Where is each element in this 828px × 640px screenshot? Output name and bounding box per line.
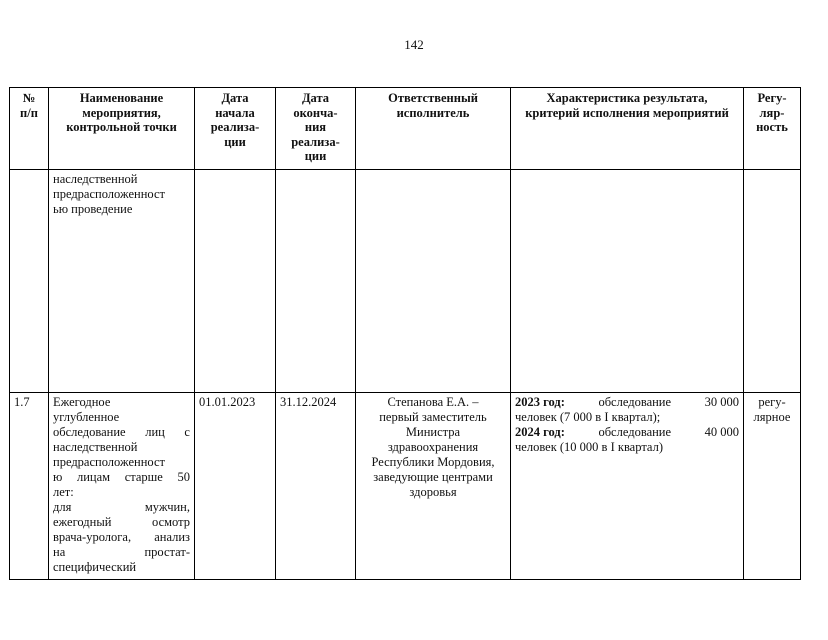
cell-result bbox=[511, 170, 744, 393]
header-executor: Ответственный исполнитель bbox=[356, 88, 511, 170]
cell-result: 2023 год: обследование 30 000 человек (7 000 в I квартал); 2024 год: обследование 40 000 человек (10 000 в I квартал) bbox=[511, 393, 744, 580]
cell-regularity bbox=[744, 170, 801, 393]
cell-name: Ежегодное углубленное обследование лиц с наследственной предрасположенност ю лицам старше 50 лет: для мужчин, ежегодный осмотр врача-уролога, анализ на простат- специфический bbox=[49, 393, 195, 580]
result-2023-line: 2023 год: обследование 30 000 bbox=[515, 395, 739, 409]
header-end-date: Дата оконча- ния реализа- ции bbox=[276, 88, 356, 170]
page-number: 142 bbox=[404, 37, 424, 52]
cell-end-date: 31.12.2024 bbox=[276, 393, 356, 580]
header-regularity: Регу- ляр- ность bbox=[744, 88, 801, 170]
cell-start-date bbox=[195, 170, 276, 393]
header-num: № п/п bbox=[10, 88, 49, 170]
cell-regularity: регу- лярное bbox=[744, 393, 801, 580]
events-table bbox=[9, 87, 801, 580]
header-start-date: Дата начала реализа- ции bbox=[195, 88, 276, 170]
table-header-row bbox=[10, 88, 801, 170]
cell-num bbox=[10, 170, 49, 393]
cell-end-date bbox=[276, 170, 356, 393]
header-result: Характеристика результата, критерий исполнения мероприятий bbox=[511, 88, 744, 170]
header-name: Наименование мероприятия, контрольной точки bbox=[49, 88, 195, 170]
cell-num: 1.7 bbox=[10, 393, 49, 580]
result-2024-line: 2024 год: обследование 40 000 bbox=[515, 425, 739, 439]
table-row bbox=[10, 170, 801, 393]
cell-name: наследственной предрасположенност ью проведение bbox=[49, 170, 195, 393]
cell-start-date: 01.01.2023 bbox=[195, 393, 276, 580]
cell-executor bbox=[356, 170, 511, 393]
cell-executor: Степанова Е.А. – первый заместитель Министра здравоохранения Республики Мордовия, заведующие центрами здоровья bbox=[356, 393, 511, 580]
table-row bbox=[10, 393, 801, 580]
